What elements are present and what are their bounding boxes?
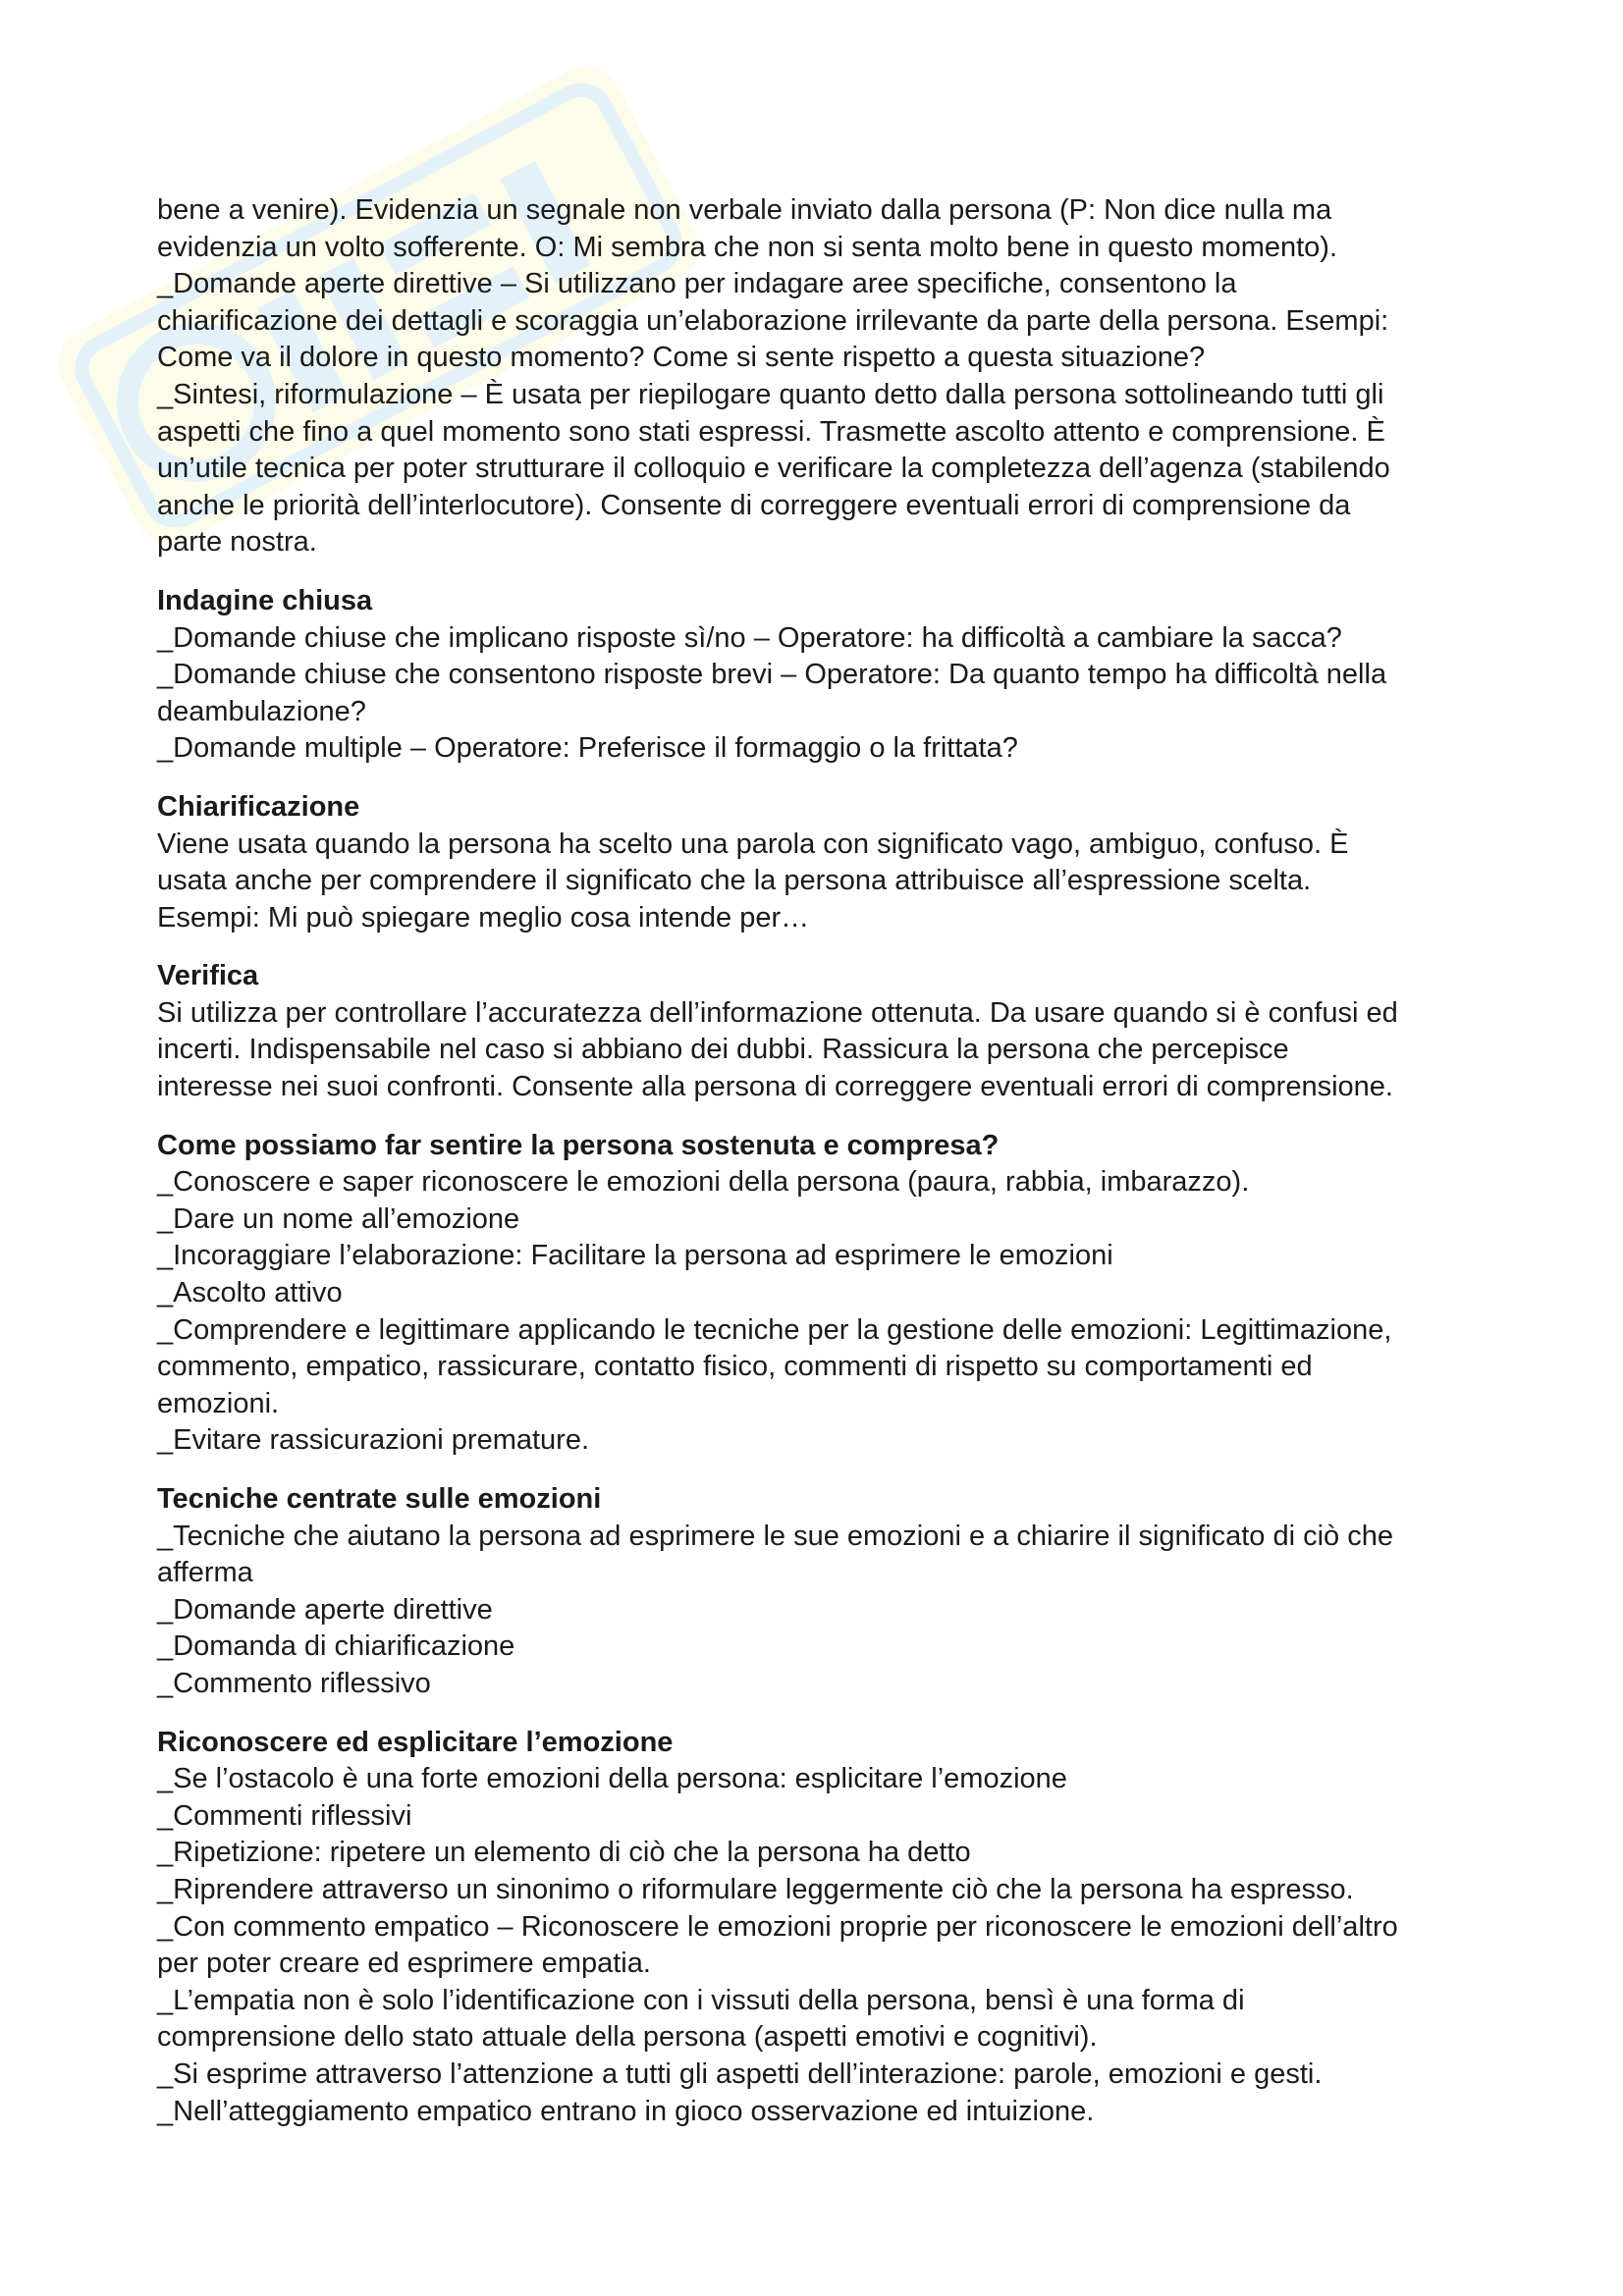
section-line: _Ripetizione: ripetere un elemento di ciò che la persona ha detto xyxy=(157,1837,971,1869)
section-line: comprensione dello stato attuale della persona (aspetti emotivi e cognitivi). xyxy=(157,2021,1098,2054)
section-line: _Nell’atteggiamento empatico entrano in gioco osservazione ed intuizione. xyxy=(157,2095,1095,2127)
section-heading: Riconoscere ed esplicitare l’emozione xyxy=(157,1726,674,1758)
section-line: _Si esprime attraverso l’attenzione a tutti gli aspetti dell’interazione: parole, emozioni e gesti. xyxy=(157,2057,1323,2090)
section-indagine-chiusa xyxy=(157,583,1492,768)
section-line: _Domanda di chiarificazione xyxy=(157,1630,515,1663)
section-line: incerti. Indispensabile nel caso si abbiano dei dubbi. Rassicura la persona che percepisce xyxy=(157,1034,1289,1066)
section-line: _Commento riflessivo xyxy=(157,1667,431,1699)
section-line: Si utilizza per controllare l’accuratezza dell’informazione ottenuta. Da usare quando si è confusi ed xyxy=(157,996,1398,1029)
section-line: _Se l’ostacolo è una forte emozioni della persona: esplicitare l’emozione xyxy=(157,1763,1067,1795)
section-line: _Riprendere attraverso un sinonimo o riformulare leggermente ciò che la persona ha espresso. xyxy=(157,1873,1354,1905)
section-chiarificazione xyxy=(157,789,1492,936)
intro-line: parte nostra. xyxy=(157,526,317,559)
section-line: per poter creare ed esprimere empatia. xyxy=(157,1948,651,1980)
section-line: interesse nei suoi confronti. Consente alla persona di correggere eventuali errori di comprensione. xyxy=(157,1071,1393,1103)
section-verifica xyxy=(157,958,1492,1105)
section-line: usata anche per comprendere il significato che la persona attribuisce all’espressione scelta. xyxy=(157,865,1312,897)
section-line: _Domande chiuse che implicano risposte sì/no – Operatore: ha difficoltà a cambiare la sacca? xyxy=(157,621,1342,654)
intro-line: anche le priorità dell’interlocutore). Consente di correggere eventuali errori di comprensione da xyxy=(157,489,1351,521)
section-line: _Dare un nome all’emozione xyxy=(157,1202,520,1235)
section-line: _Ascolto attivo xyxy=(157,1277,343,1309)
section-heading: Indagine chiusa xyxy=(157,584,373,616)
intro-line: chiarificazione dei dettagli e scoraggia un’elaborazione irrilevante da parte della persona. Esempi: xyxy=(157,304,1389,337)
section-line: _Domande aperte direttive xyxy=(157,1593,493,1626)
section-heading: Tecniche centrate sulle emozioni xyxy=(157,1483,602,1515)
intro-line: _Sintesi, riformulazione – È usata per riepilogare quanto detto dalla persona sottolineando tutti gli xyxy=(157,378,1384,410)
section-heading: Come possiamo far sentire la persona sostenuta e compresa? xyxy=(157,1129,1000,1161)
section-heading: Verifica xyxy=(157,960,259,992)
section-line: _Incoraggiare l’elaborazione: Facilitare la persona ad esprimere le emozioni xyxy=(157,1240,1113,1272)
section-line: _Conoscere e saper riconoscere le emozioni della persona (paura, rabbia, imbarazzo). xyxy=(157,1166,1250,1199)
section-line: emozioni. xyxy=(157,1387,280,1419)
intro-block xyxy=(157,192,1492,561)
intro-line: evidenzia un volto sofferente. O: Mi sembra che non si senta molto bene in questo momento). xyxy=(157,231,1338,263)
section-line: _L’empatia non è solo l’identificazione con i vissuti della persona, bensì è una forma di xyxy=(157,1984,1245,2016)
section-tecniche-emozioni xyxy=(157,1481,1492,1703)
section-line: commento, empatico, rassicurare, contatto fisico, commenti di rispetto su comportamenti ed xyxy=(157,1351,1313,1383)
section-line: _Domande chiuse che consentono risposte brevi – Operatore: Da quanto tempo ha difficoltà nella xyxy=(157,659,1387,691)
intro-line: un’utile tecnica per poter strutturare il colloquio e verificare la completezza dell’agenza (stabilendo xyxy=(157,453,1390,485)
section-line: _Domande multiple – Operatore: Preferisce il formaggio o la frittata? xyxy=(157,732,1018,765)
document-page xyxy=(157,192,1492,2130)
intro-line: Come va il dolore in questo momento? Come si sente rispetto a questa situazione? xyxy=(157,342,1206,374)
section-heading: Chiarificazione xyxy=(157,790,360,823)
section-line: _Evitare rassicurazioni premature. xyxy=(157,1424,590,1457)
section-line: afferma xyxy=(157,1557,253,1589)
section-persona-sostenuta xyxy=(157,1128,1492,1460)
section-line: _Tecniche che aiutano la persona ad esprimere le sue emozioni e a chiarire il significato di ciò che xyxy=(157,1520,1393,1552)
section-line: _Comprendere e legittimare applicando le tecniche per la gestione delle emozioni: Legittimazione, xyxy=(157,1313,1392,1346)
section-riconoscere-emozione xyxy=(157,1725,1492,2131)
intro-line: aspetti che fino a quel momento sono stati espressi. Trasmette ascolto attento e comprensione. È xyxy=(157,415,1385,448)
intro-line: bene a venire). Evidenzia un segnale non verbale inviato dalla persona (P: Non dice nulla ma xyxy=(157,194,1332,226)
intro-line: _Domande aperte direttive – Si utilizzano per indagare aree specifiche, consentono la xyxy=(157,268,1237,300)
section-line: deambulazione? xyxy=(157,695,366,727)
section-line: Esempi: Mi può spiegare meglio cosa intende per… xyxy=(157,901,810,934)
section-line: _Commenti riflessivi xyxy=(157,1799,412,1832)
section-line: Viene usata quando la persona ha scelto una parola con significato vago, ambiguo, confuso. È xyxy=(157,828,1349,860)
section-line: _Con commento empatico – Riconoscere le emozioni proprie per riconoscere le emozioni dell’altro xyxy=(157,1910,1398,1943)
